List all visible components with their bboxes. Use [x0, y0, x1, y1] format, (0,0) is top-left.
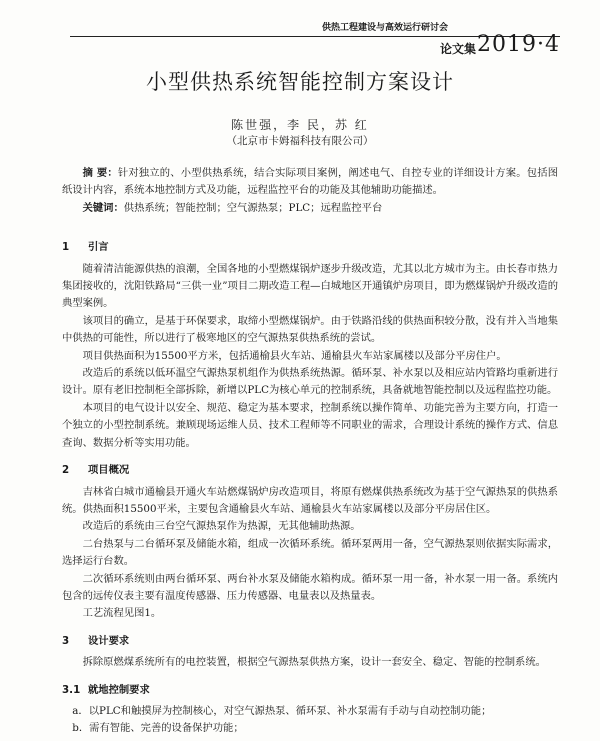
paragraph: 项目供热面积为15500平方米，包括通榆县火车站、通榆县火车站家属楼以及部分平房住户。 [82, 349, 507, 362]
keywords-label: 关键词： [82, 201, 124, 214]
keywords [62, 200, 558, 217]
paragraph: 该项目的确立，是基于环保要求，取缔小型燃煤锅炉。由于铁路沿线的供热面积较分散，没有并入当地集中供热的可能性，所以进行了极寒地区的空气源热泵供热系统的尝试。 [62, 314, 558, 345]
section-heading [62, 239, 558, 256]
paragraph: 随着清洁能源供热的浪潮，全国各地的小型燃煤锅炉逐步升级改造，尤其以北方城市为主。由长春市热力集团接收的，沈阳铁路局“三供一业”项目二期改造工程—白城地区开通镇炉房项目，即为燃煤锅炉升级改造的典型案例。 [62, 262, 558, 310]
section-heading [62, 462, 558, 479]
paragraph: 改造后的系统由三台空气源热泵作为热源，无其他辅助热源。 [82, 520, 361, 533]
subsection-heading [62, 682, 558, 699]
subsection-number: 3.1 [62, 683, 81, 696]
section-title: 引言 [88, 241, 109, 254]
section-number: 2 [62, 464, 70, 477]
section-number: 3 [62, 634, 70, 647]
paragraph: 拆除原燃煤系统所有的电控装置，根据空气源热泵供热方案，设计一套安全、稳定、智能的控制系统。 [82, 656, 546, 669]
section-number: 1 [62, 241, 70, 254]
paragraph: 二次循环系统则由两台循环泵、两台补水泵及储能水箱构成。循环泵一用一备，补水泵一用一备。系统内包含的远传仪表主要有温度传感器、压力传感器、电量表以及热量表。 [62, 572, 558, 602]
series-label: 论文集 [439, 42, 476, 56]
journal-name: 供热工程建设与高效运行研讨会 [321, 23, 448, 33]
paper-body [62, 165, 558, 738]
requirement-list [62, 703, 558, 738]
list-item: b．需有智能、完善的设备保护功能； [72, 722, 244, 735]
paragraph: 本项目的电气设计以安全、规范、稳定为基本要求，控制系统以操作简单、功能完善为主要方向，打造一个独立的小型控制系统。兼顾现场运维人员、技术工程师等不同职业的需求，合理设计系统的操作方式、信息查询、数据分析等实用功能。 [62, 401, 558, 449]
abstract-label: 摘 要： [82, 167, 118, 179]
abstract [62, 165, 558, 200]
paragraph: 改造后的系统以低环温空气源热泵机组作为供热系统热源。循环泵、补水泵以及相应站内管路均重新进行设计。原有老旧控制柜全部拆除，新增以PLC为核心单元的控制系统，具备就地智能控制以及远程监控功能。 [62, 367, 558, 397]
issue-year: 2019·4 [477, 32, 560, 57]
keywords-text: 供热系统；智能控制；空气源热泵；PLC；远程监控平台 [123, 201, 383, 214]
section-heading [62, 633, 558, 650]
paragraph: 二台热泵与二台循环泵及储能水箱，组成一次循环系统。循环泵两用一备，空气源热泵则依据实际需求，选择运行台数。 [62, 537, 558, 568]
section-title: 项目概况 [88, 464, 130, 477]
paper-title: 小型供热系统智能控制方案设计 [146, 70, 454, 94]
section-title: 设计要求 [88, 634, 130, 647]
paragraph: 吉林省白城市通榆县开通火车站燃煤锅炉房改造项目，将原有燃煤供热系统改为基于空气源热泵的供热系统。供热面积15500平米，主要包含通榆县火车站、通榆县火车站家属楼以及部分平房居住区。 [62, 485, 558, 515]
paragraph: 工艺流程见图1。 [82, 607, 162, 620]
subsection-title: 就地控制要求 [88, 683, 150, 696]
authors: 陈世强，李 民，苏 红 [231, 118, 369, 132]
abstract-text: 针对独立的、小型供热系统，结合实际项目案例，阐述电气、自控专业的详细设计方案。包括图纸设计内容，系统本地控制方式及功能，远程监控平台的功能及其他辅助功能描述。 [62, 167, 558, 197]
affiliation: （北京市卡姆福科技有限公司） [226, 135, 374, 147]
list-item: a．以PLC和触摸屏为控制核心，对空气源热泵、循环泵、补水泵需有手动与自动控制功能； [72, 704, 492, 717]
